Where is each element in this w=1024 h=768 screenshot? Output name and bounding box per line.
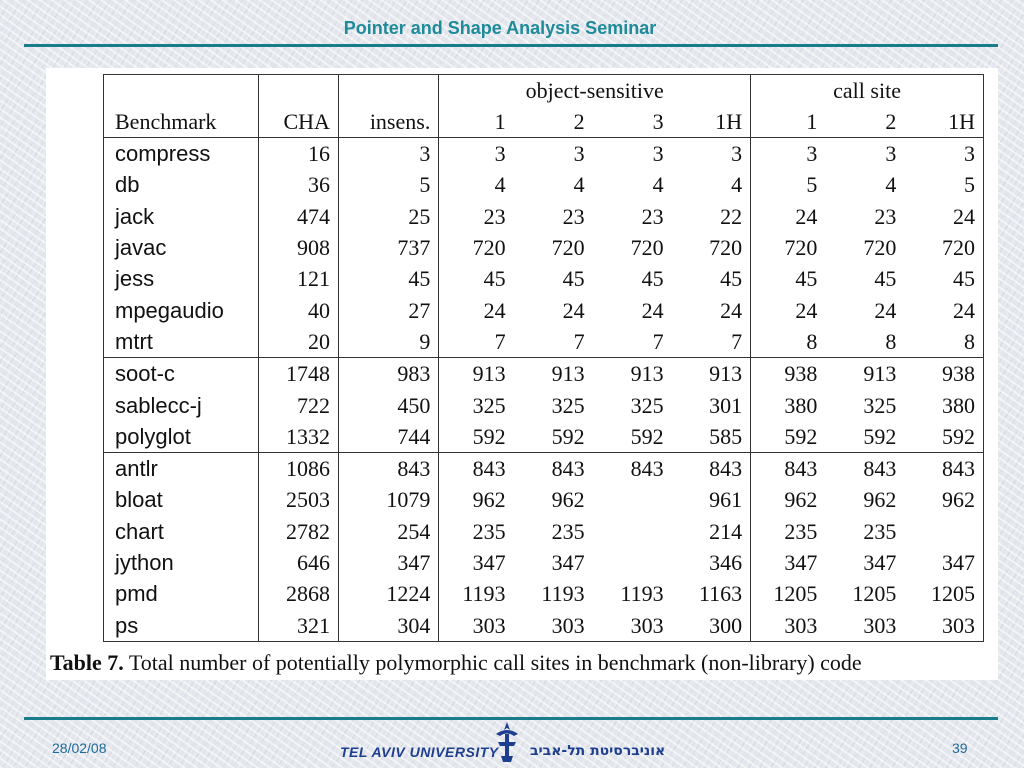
table-cell: 592 <box>751 421 826 453</box>
table-cell: 843 <box>593 453 672 485</box>
table-cell: 1205 <box>852 581 897 607</box>
table-cell: 45 <box>338 263 438 294</box>
table-cell: 913 <box>825 358 904 390</box>
table-cell: 24 <box>720 297 743 323</box>
table-row <box>104 547 984 578</box>
table-cell: 737 <box>338 232 438 263</box>
table-cell: 36 <box>258 169 338 200</box>
table-cell <box>904 516 983 547</box>
table-cell: 24 <box>751 201 826 232</box>
table-cell: 1332 <box>258 421 338 453</box>
call-site-header: call site <box>751 75 984 107</box>
table-cell: 5 <box>904 169 983 200</box>
table-cell: 720 <box>630 235 664 261</box>
benchmark-name: bloat <box>104 484 259 515</box>
table-body <box>104 138 984 642</box>
table-cell: 592 <box>551 423 585 449</box>
table-row <box>104 610 984 642</box>
table-cell: 1193 <box>620 581 664 607</box>
table-cell: 1748 <box>258 358 338 390</box>
table-cell: 2503 <box>258 484 338 515</box>
column-header-obj-1: 1 <box>439 106 514 138</box>
table-cell: 592 <box>439 421 514 453</box>
benchmark-name: soot-c <box>104 358 259 390</box>
table-cell: 1224 <box>338 578 438 609</box>
benchmark-name: jack <box>104 201 259 232</box>
table-cell: 4 <box>652 172 664 198</box>
table-cell: 3 <box>338 138 438 170</box>
table-cell: 235 <box>751 516 826 547</box>
caption-label: Table 7. <box>50 650 124 675</box>
table-cell: 722 <box>258 389 338 420</box>
table-cell: 962 <box>904 484 983 515</box>
benchmark-name: ps <box>104 610 259 642</box>
table-cell: 585 <box>709 423 743 449</box>
table-cell: 843 <box>514 453 593 485</box>
table-cell: 9 <box>338 326 438 358</box>
table-cell: 303 <box>904 610 983 642</box>
table-cell <box>593 484 672 515</box>
table-cell: 347 <box>863 550 897 576</box>
table-cell: 40 <box>258 295 338 326</box>
benchmark-name: antlr <box>104 453 259 485</box>
column-header-cs-2: 2 <box>885 109 897 134</box>
column-header-cs-1: 1 <box>751 106 826 138</box>
benchmark-table <box>103 74 984 642</box>
table-cell: 25 <box>338 201 438 232</box>
table-cell: 8 <box>885 328 897 354</box>
table-cell: 962 <box>439 484 514 515</box>
table-cell: 720 <box>551 235 585 261</box>
table-row <box>104 326 984 358</box>
table-cell: 592 <box>630 423 664 449</box>
table-cell: 450 <box>338 389 438 420</box>
table-row <box>104 295 984 326</box>
table-cell: 7 <box>731 328 743 354</box>
table-cell: 938 <box>751 358 826 390</box>
table-cell: 913 <box>672 358 751 390</box>
object-sensitive-header: object-sensitive <box>439 75 751 107</box>
table-cell: 1086 <box>258 453 338 485</box>
table-cell: 962 <box>751 484 826 515</box>
table-cell: 3 <box>904 138 983 170</box>
table-cell: 24 <box>439 295 514 326</box>
table-cell: 347 <box>551 550 585 576</box>
table-cell: 45 <box>439 263 514 294</box>
table-cell: 24 <box>904 295 983 326</box>
table-cell: 1193 <box>541 581 585 607</box>
table-cell: 303 <box>751 610 826 642</box>
table-cell: 843 <box>751 453 826 485</box>
table-cell: 1079 <box>338 484 438 515</box>
table-cell: 720 <box>751 232 826 263</box>
table-row <box>104 263 984 294</box>
column-header-benchmark: Benchmark <box>104 106 259 138</box>
benchmark-name: jess <box>104 263 259 294</box>
table-cell: 235 <box>863 518 897 544</box>
logo-text-he: אוניברסיטת תל-אביב <box>530 743 666 759</box>
table-cell: 1205 <box>904 578 983 609</box>
table-cell: 7 <box>573 328 585 354</box>
benchmark-name: mpegaudio <box>104 295 259 326</box>
tau-emblem-icon <box>492 720 522 764</box>
table-cell: 474 <box>258 201 338 232</box>
column-header-obj-2: 2 <box>573 109 585 134</box>
column-header-cha: CHA <box>258 106 338 138</box>
benchmark-name: chart <box>104 516 259 547</box>
table-cell: 1205 <box>751 578 826 609</box>
table-cell: 325 <box>439 389 514 420</box>
table-cell: 8 <box>904 326 983 358</box>
table-cell: 303 <box>593 610 672 642</box>
table-cell: 592 <box>904 421 983 453</box>
table-cell: 913 <box>514 358 593 390</box>
table-caption <box>50 650 998 676</box>
table-cell: 843 <box>904 453 983 485</box>
table-cell: 3 <box>514 138 593 170</box>
table-cell: 235 <box>439 516 514 547</box>
table-cell: 301 <box>709 392 743 418</box>
title-divider <box>24 44 998 47</box>
table-cell: 347 <box>904 547 983 578</box>
caption-text: Total number of potentially polymorphic call sites in benchmark (non-library) code <box>123 650 862 675</box>
table-cell: 24 <box>751 295 826 326</box>
table-cell: 908 <box>258 232 338 263</box>
table-cell: 843 <box>338 453 438 485</box>
table-cell: 1193 <box>439 578 514 609</box>
table-cell: 720 <box>863 235 897 261</box>
table-cell: 961 <box>709 487 743 513</box>
table-cell: 303 <box>825 610 904 642</box>
table-cell: 346 <box>709 550 743 576</box>
table-cell: 962 <box>551 487 585 513</box>
table-cell: 347 <box>439 547 514 578</box>
table-row <box>104 232 984 263</box>
table-cell: 720 <box>439 232 514 263</box>
table-cell: 45 <box>751 263 826 294</box>
table-cell: 983 <box>338 358 438 390</box>
table-cell: 214 <box>709 518 743 544</box>
column-header-cs-1h: 1H <box>904 106 983 138</box>
table-cell: 121 <box>258 263 338 294</box>
table-row <box>104 516 984 547</box>
table-cell: 720 <box>709 235 743 261</box>
table-cell: 23 <box>874 203 897 229</box>
table-cell: 45 <box>874 266 897 292</box>
slide-title: Pointer and Shape Analysis Seminar <box>343 18 657 38</box>
table-cell: 2868 <box>258 578 338 609</box>
table-cell: 4 <box>731 172 743 198</box>
table-cell: 16 <box>258 138 338 170</box>
benchmark-name: javac <box>104 232 259 263</box>
table-cell: 347 <box>338 547 438 578</box>
table-row <box>104 169 984 200</box>
table-cell: 3 <box>751 138 826 170</box>
table-cell: 962 <box>863 487 897 513</box>
table-cell: 325 <box>551 392 585 418</box>
table-row <box>104 484 984 515</box>
table-cell: 300 <box>672 610 751 642</box>
benchmark-name: jython <box>104 547 259 578</box>
table-row <box>104 358 984 390</box>
table-row <box>104 421 984 453</box>
table-cell: 254 <box>338 516 438 547</box>
table-cell: 325 <box>863 392 897 418</box>
table-cell <box>593 547 672 578</box>
table-cell: 646 <box>258 547 338 578</box>
table-cell: 24 <box>641 297 664 323</box>
table-cell: 592 <box>863 423 897 449</box>
table-cell: 24 <box>562 297 585 323</box>
table-cell <box>593 516 672 547</box>
table-cell: 22 <box>720 203 743 229</box>
table-cell: 24 <box>874 297 897 323</box>
table-cell: 720 <box>904 232 983 263</box>
benchmark-name: pmd <box>104 578 259 609</box>
table-cell: 45 <box>641 266 664 292</box>
table-cell: 843 <box>439 453 514 485</box>
table-cell: 3 <box>439 138 514 170</box>
table-cell: 235 <box>551 518 585 544</box>
table-cell: 913 <box>593 358 672 390</box>
table-cell: 380 <box>751 389 826 420</box>
table-cell: 325 <box>630 392 664 418</box>
table-cell: 45 <box>720 266 743 292</box>
table-cell: 8 <box>751 326 826 358</box>
table-cell: 5 <box>338 169 438 200</box>
table-cell: 7 <box>652 328 664 354</box>
table-cell: 843 <box>825 453 904 485</box>
page-number: 39 <box>952 740 968 756</box>
table-cell: 3 <box>672 138 751 170</box>
table-cell: 4 <box>439 169 514 200</box>
table-cell: 23 <box>439 201 514 232</box>
benchmark-name: sablecc-j <box>104 389 259 420</box>
table-cell: 843 <box>672 453 751 485</box>
table-cell: 303 <box>514 610 593 642</box>
table-cell: 347 <box>751 547 826 578</box>
column-header-insens: insens. <box>338 106 438 138</box>
table-cell: 20 <box>258 326 338 358</box>
benchmark-name: mtrt <box>104 326 259 358</box>
table-cell: 45 <box>904 263 983 294</box>
table-cell: 23 <box>641 203 664 229</box>
table-cell: 304 <box>338 610 438 642</box>
benchmark-name: compress <box>104 138 259 170</box>
table-cell: 24 <box>904 201 983 232</box>
table-cell: 5 <box>751 169 826 200</box>
benchmark-name: polyglot <box>104 421 259 453</box>
group-header-row <box>104 75 984 107</box>
table-cell: 380 <box>904 389 983 420</box>
table-cell: 27 <box>338 295 438 326</box>
university-logo <box>340 720 680 766</box>
logo-text-en: TEL AVIV UNIVERSITY <box>340 744 499 760</box>
table-cell: 2782 <box>258 516 338 547</box>
table-cell: 303 <box>439 610 514 642</box>
table-cell: 4 <box>885 172 897 198</box>
table-row <box>104 138 984 170</box>
table-row <box>104 453 984 485</box>
table-cell: 744 <box>338 421 438 453</box>
table-cell: 913 <box>439 358 514 390</box>
table-row <box>104 578 984 609</box>
column-header-row <box>104 106 984 138</box>
column-header-obj-3: 3 <box>652 109 664 134</box>
column-header-obj-1h: 1H <box>715 109 743 134</box>
table-cell: 4 <box>573 172 585 198</box>
table-cell: 23 <box>562 203 585 229</box>
table-cell: 1163 <box>698 581 743 607</box>
table-panel <box>46 68 998 680</box>
benchmark-name: db <box>104 169 259 200</box>
table-cell: 938 <box>904 358 983 390</box>
table-row <box>104 389 984 420</box>
table-cell: 45 <box>562 266 585 292</box>
table-cell: 3 <box>825 138 904 170</box>
table-cell: 321 <box>258 610 338 642</box>
table-cell: 3 <box>593 138 672 170</box>
slide-date: 28/02/08 <box>52 740 107 756</box>
table-row <box>104 201 984 232</box>
table-cell: 7 <box>439 326 514 358</box>
